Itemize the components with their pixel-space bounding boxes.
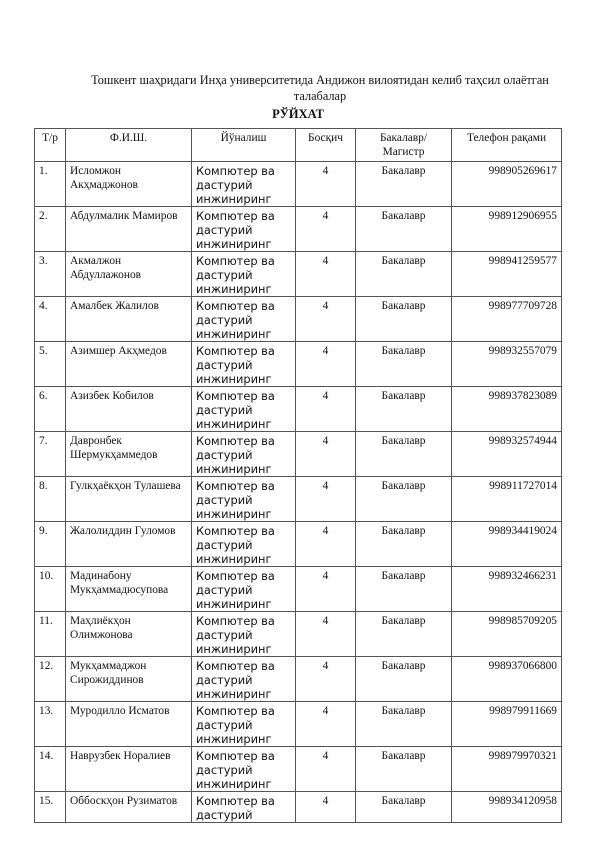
study-direction: Компютер ва дастурий инжиниринг <box>192 657 296 702</box>
table-row <box>35 162 562 207</box>
study-direction: Компютер ва дастурий <box>192 792 296 823</box>
table-row <box>35 522 562 567</box>
degree-type: Бакалавр <box>356 252 452 297</box>
course-level: 4 <box>296 162 356 207</box>
course-level: 4 <box>296 297 356 342</box>
degree-type: Бакалавр <box>356 207 452 252</box>
row-number: 2. <box>35 207 66 252</box>
row-number: 4. <box>35 297 66 342</box>
course-level: 4 <box>296 612 356 657</box>
student-name: Мадинабону Мукҳаммадюсупова <box>66 567 192 612</box>
table-row <box>35 657 562 702</box>
course-level: 4 <box>296 342 356 387</box>
table-row <box>35 297 562 342</box>
table-header-row <box>35 129 562 162</box>
row-number: 15. <box>35 792 66 823</box>
table-row <box>35 387 562 432</box>
phone-number: 998934120958 <box>452 792 562 823</box>
phone-number: 998932557079 <box>452 342 562 387</box>
phone-number: 998937823089 <box>452 387 562 432</box>
study-direction: Компютер ва дастурий инжиниринг <box>192 297 296 342</box>
degree-type: Бакалавр <box>356 702 452 747</box>
table-row <box>35 612 562 657</box>
degree-type: Бакалавр <box>356 792 452 823</box>
study-direction: Компютер ва дастурий инжиниринг <box>192 612 296 657</box>
study-direction: Компютер ва дастурий инжиниринг <box>192 387 296 432</box>
student-name: Жалолиддин Гуломов <box>66 522 192 567</box>
table-row <box>35 432 562 477</box>
student-name: Абдулмалик Мамиров <box>66 207 192 252</box>
student-name: Акмалжон Абдуллажонов <box>66 252 192 297</box>
degree-type: Бакалавр <box>356 657 452 702</box>
degree-type: Бакалавр <box>356 477 452 522</box>
degree-type: Бакалавр <box>356 567 452 612</box>
study-direction: Компютер ва дастурий инжиниринг <box>192 477 296 522</box>
phone-number: 998932466231 <box>452 567 562 612</box>
phone-number: 998985709205 <box>452 612 562 657</box>
row-number: 8. <box>35 477 66 522</box>
student-name: Азизбек Кобилов <box>66 387 192 432</box>
table-row <box>35 252 562 297</box>
study-direction: Компютер ва дастурий инжиниринг <box>192 522 296 567</box>
row-number: 7. <box>35 432 66 477</box>
phone-number: 998934419024 <box>452 522 562 567</box>
degree-type: Бакалавр <box>356 432 452 477</box>
course-level: 4 <box>296 252 356 297</box>
course-level: 4 <box>296 702 356 747</box>
degree-type: Бакалавр <box>356 522 452 567</box>
phone-number: 998937066800 <box>452 657 562 702</box>
study-direction: Компютер ва дастурий инжиниринг <box>192 207 296 252</box>
row-number: 1. <box>35 162 66 207</box>
row-number: 6. <box>35 387 66 432</box>
course-level: 4 <box>296 432 356 477</box>
degree-type: Бакалавр <box>356 612 452 657</box>
table-row <box>35 747 562 792</box>
row-number: 13. <box>35 702 66 747</box>
row-number: 10. <box>35 567 66 612</box>
header-course: Босқич <box>296 129 356 162</box>
course-level: 4 <box>296 477 356 522</box>
study-direction: Компютер ва дастурий инжиниринг <box>192 567 296 612</box>
degree-type: Бакалавр <box>356 342 452 387</box>
phone-number: 998977709728 <box>452 297 562 342</box>
header-number: Т/р <box>35 129 66 162</box>
student-name: Гулкҳаёкҳон Тулашева <box>66 477 192 522</box>
phone-number: 998911727014 <box>452 477 562 522</box>
student-name: Давронбек Шермукҳаммедов <box>66 432 192 477</box>
phone-number: 998932574944 <box>452 432 562 477</box>
row-number: 5. <box>35 342 66 387</box>
course-level: 4 <box>296 747 356 792</box>
course-level: 4 <box>296 792 356 823</box>
phone-number: 998905269617 <box>452 162 562 207</box>
student-name: Азимшер Акҳмедов <box>66 342 192 387</box>
row-number: 9. <box>35 522 66 567</box>
course-level: 4 <box>296 657 356 702</box>
header-direction: Йўналиш <box>192 129 296 162</box>
phone-number: 998941259577 <box>452 252 562 297</box>
course-level: 4 <box>296 207 356 252</box>
table-row <box>35 207 562 252</box>
study-direction: Компютер ва дастурий инжиниринг <box>192 702 296 747</box>
student-name: Наврузбек Норалиев <box>66 747 192 792</box>
header-name: Ф.И.Ш. <box>66 129 192 162</box>
course-level: 4 <box>296 522 356 567</box>
document-heading: Тошкент шаҳридаги Инҳа университетида Андижон вилоятидан келиб таҳсил олаётган талабалар <box>91 73 549 103</box>
degree-type: Бакалавр <box>356 162 452 207</box>
students-table <box>34 128 562 823</box>
document-title: РЎЙХАТ <box>272 107 324 121</box>
phone-number: 998979970321 <box>452 747 562 792</box>
degree-type: Бакалавр <box>356 297 452 342</box>
header-phone: Телефон рақами <box>452 129 562 162</box>
study-direction: Компютер ва дастурий инжиниринг <box>192 162 296 207</box>
header-degree: Бакалавр/ Магистр <box>356 129 452 162</box>
study-direction: Компютер ва дастурий инжиниринг <box>192 342 296 387</box>
course-level: 4 <box>296 567 356 612</box>
student-name: Муродилло Исматов <box>66 702 192 747</box>
degree-type: Бакалавр <box>356 387 452 432</box>
study-direction: Компютер ва дастурий инжиниринг <box>192 432 296 477</box>
student-name: Амалбек Жалилов <box>66 297 192 342</box>
study-direction: Компютер ва дастурий инжиниринг <box>192 252 296 297</box>
student-name: Маҳлиёкҳон Олимжонова <box>66 612 192 657</box>
degree-type: Бакалавр <box>356 747 452 792</box>
phone-number: 998979911669 <box>452 702 562 747</box>
table-row <box>35 477 562 522</box>
course-level: 4 <box>296 387 356 432</box>
table-row <box>35 567 562 612</box>
table-row <box>35 702 562 747</box>
row-number: 14. <box>35 747 66 792</box>
study-direction: Компютер ва дастурий инжиниринг <box>192 747 296 792</box>
student-name: Мукҳаммаджон Сирожиддинов <box>66 657 192 702</box>
row-number: 3. <box>35 252 66 297</box>
row-number: 11. <box>35 612 66 657</box>
student-name: Оббоскҳон Рузиматов <box>66 792 192 823</box>
table-row <box>35 342 562 387</box>
phone-number: 998912906955 <box>452 207 562 252</box>
student-name: Исломжон Акҳмаджонов <box>66 162 192 207</box>
row-number: 12. <box>35 657 66 702</box>
table-row <box>35 792 562 823</box>
